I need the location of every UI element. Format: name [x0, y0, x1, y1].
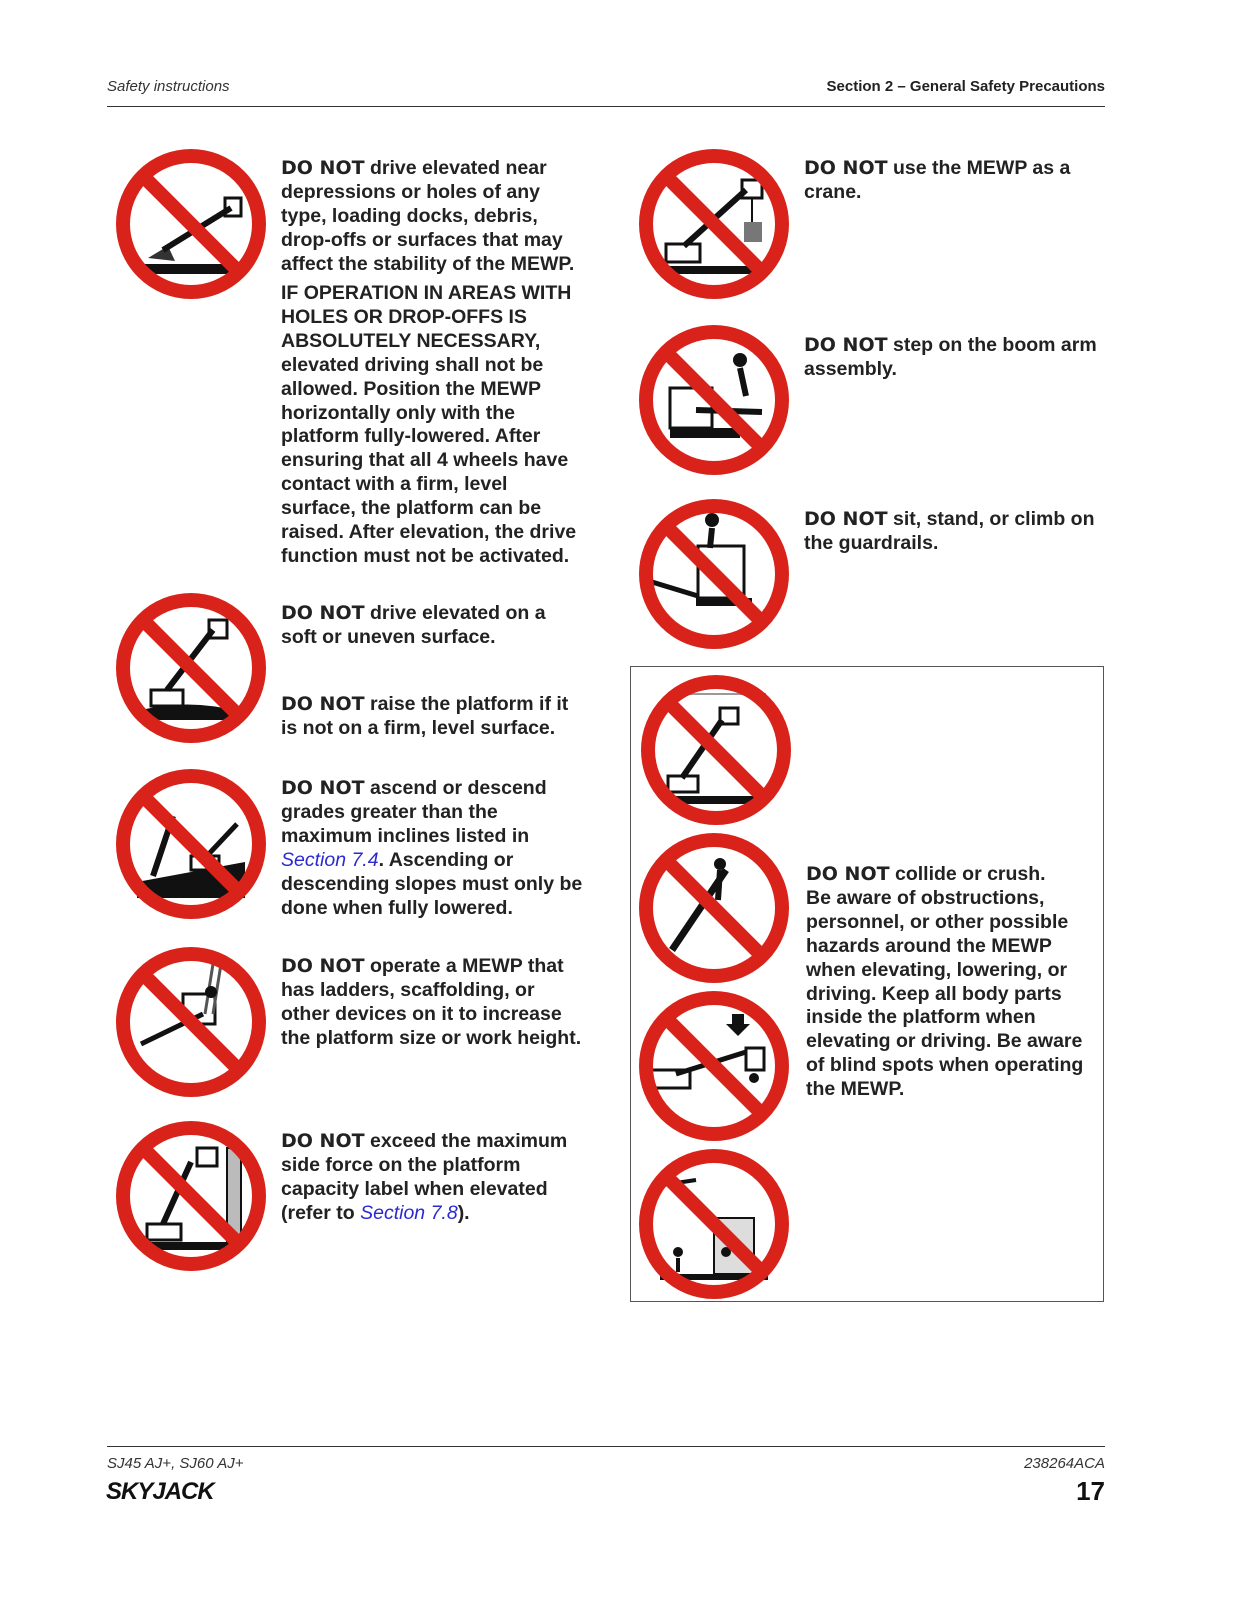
footer-rule [107, 1446, 1105, 1447]
warning-crane-use: DO NOT use the MEWP as a crane. [804, 157, 1071, 203]
warning-raise-not-level: DO NOT raise the platform if it is not on a firm, level surface. [281, 693, 569, 739]
warning-ladders-scaffolding: DO NOT operate a MEWP that has ladders, scaffolding, or other devices on it to increase the platform size or work height. [281, 955, 582, 1049]
skyjack-logo: SKYJACK [106, 1478, 214, 1505]
no-step-on-boom-icon [636, 322, 792, 478]
footer-models: SJ45 AJ+, SJ60 AJ+ [107, 1455, 244, 1472]
no-blind-spots-icon [636, 1146, 792, 1302]
section-7-4-link[interactable]: Section 7.4 [281, 848, 379, 871]
no-crush-below-icon [636, 988, 792, 1144]
no-side-force-icon [113, 1118, 269, 1274]
header-doc-title: Safety instructions [107, 78, 230, 95]
no-steep-grades-icon [113, 766, 269, 922]
page-number: 17 [1076, 1476, 1105, 1506]
warning-holes-dropoffs-procedure: IF OPERATION IN AREAS WITH HOLES OR DROP-OFFS IS ABSOLUTELY NECESSARY, elevated driving shall not be allowed. Position the MEWP horizontally only with the platform fully-lowered. After ensuring that all 4 wheels have contact with a firm, level surface, the platform can be raised. After elevation, the drive function must not be activated. [281, 282, 577, 567]
warning-side-force: DO NOT exceed the maximum side force on the platform capacity label when elevated (refer to Section 7.8). [281, 1130, 568, 1224]
footer-doc-number: 238264ACA [1024, 1455, 1105, 1472]
warning-soft-uneven-surface: DO NOT drive elevated on a soft or uneven surface. [281, 602, 546, 648]
no-drive-near-holes-icon [113, 146, 269, 302]
no-climb-guardrails-icon [636, 496, 792, 652]
no-crush-person-icon [636, 830, 792, 986]
warning-drive-elevated-near-holes: DO NOT drive elevated near depressions or holes of any type, loading docks, debris, drop-offs or surfaces that may affect the stability of the MEWP. [281, 157, 575, 275]
no-crane-use-icon [636, 146, 792, 302]
header-rule [107, 106, 1105, 107]
header-section-title: Section 2 – General Safety Precautions [826, 78, 1105, 95]
section-7-8-link[interactable]: Section 7.8 [360, 1201, 458, 1224]
warning-grades-inclines: DO NOT ascend or descend grades greater than the maximum inclines listed in Section 7.4. Ascending or descending slopes must only be done when fully lowered. [281, 777, 583, 919]
no-ladders-scaffolding-icon [113, 944, 269, 1100]
warning-step-on-boom: DO NOT step on the boom arm assembly. [804, 334, 1097, 380]
no-drive-soft-surface-icon [113, 590, 269, 746]
no-collide-overhead-icon [638, 672, 794, 828]
warning-climb-guardrails: DO NOT sit, stand, or climb on the guardrails. [804, 508, 1095, 554]
warning-collide-crush: DO NOT collide or crush. Be aware of obstructions, personnel, or other possible hazards around the MEWP when elevating, lowering, or driving. Keep all body parts inside the platform when elevating or driving. Be aware of blind spots when operating the MEWP. [806, 863, 1084, 1101]
